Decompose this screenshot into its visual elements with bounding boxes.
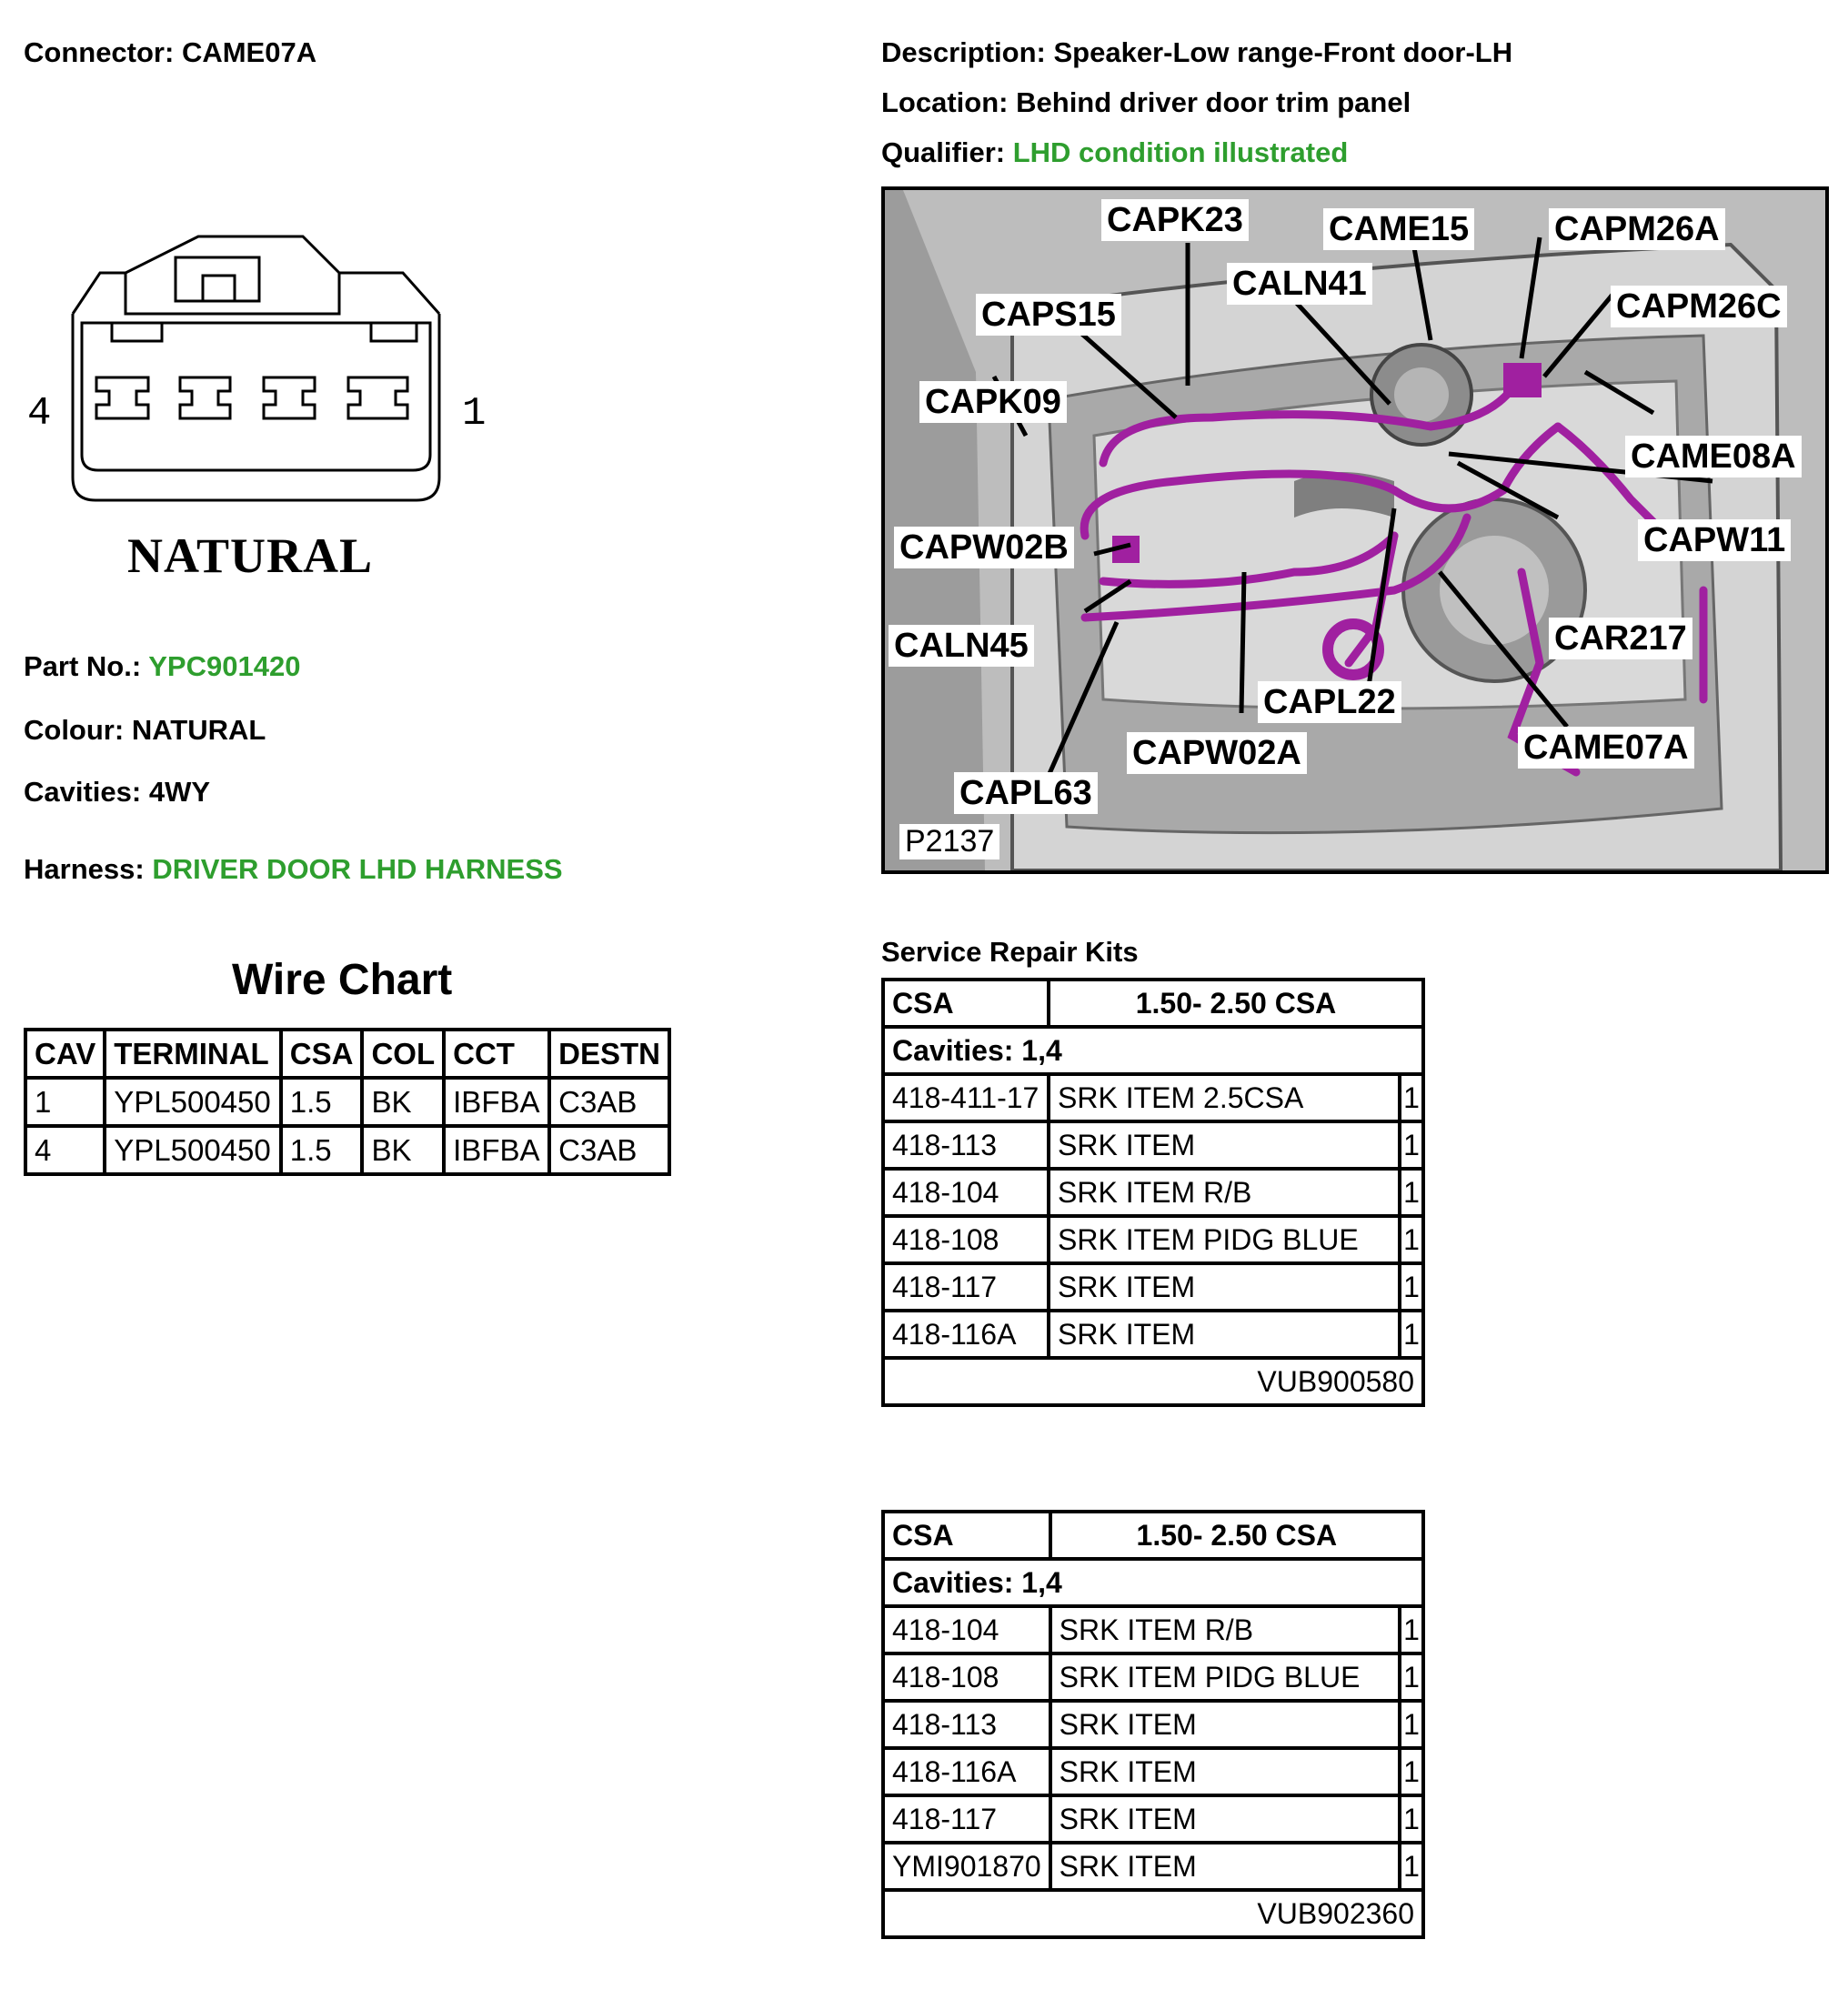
figure-number: P2137 <box>899 824 999 859</box>
callout-capw11: CAPW11 <box>1638 519 1791 561</box>
kit-item-qty: 1 <box>1400 1263 1423 1311</box>
kit-item-qty: 1 <box>1400 1606 1423 1653</box>
colour-value: NATURAL <box>131 714 266 746</box>
col-col-header: COL <box>362 1030 444 1078</box>
harness-label: Harness: <box>24 853 145 885</box>
kit-part-number: 418-104 <box>883 1606 1050 1653</box>
wire-chart-header-row <box>25 1030 669 1078</box>
kit-part-number: YMI901870 <box>883 1843 1050 1890</box>
cell-cct: IBFBA <box>444 1126 549 1174</box>
kit-code: VUB902360 <box>883 1890 1423 1937</box>
kit-item-description: SRK ITEM <box>1049 1311 1400 1358</box>
cell-csa: 1.5 <box>281 1078 363 1126</box>
callout-caps15: CAPS15 <box>976 294 1121 336</box>
qualifier-line <box>881 136 1348 169</box>
connector-id: CAME07A <box>181 36 317 68</box>
col-terminal-header: TERMINAL <box>105 1030 281 1078</box>
kit-cavities: Cavities: 1,4 <box>883 1027 1423 1074</box>
cell-cav: 1 <box>25 1078 105 1126</box>
callout-capl22: CAPL22 <box>1258 681 1401 723</box>
harness-link[interactable]: DRIVER DOOR LHD HARNESS <box>152 853 563 885</box>
kit-part-number: 418-117 <box>883 1263 1049 1311</box>
kit-csa-row <box>883 1512 1423 1559</box>
kit-item-description: SRK ITEM <box>1050 1748 1400 1795</box>
connector-colour-caption: NATURAL <box>127 528 374 583</box>
kit-item-description: SRK ITEM PIDG BLUE <box>1049 1216 1400 1263</box>
description-label: Description: <box>881 36 1046 68</box>
callout-came15: CAME15 <box>1323 208 1474 250</box>
kit-cavities-row <box>883 1027 1423 1074</box>
kit-part-number: 418-113 <box>883 1701 1050 1748</box>
cell-col: BK <box>362 1126 444 1174</box>
kit-item-qty: 1 <box>1400 1701 1423 1748</box>
col-cav-header: CAV <box>25 1030 105 1078</box>
kit-item-description: SRK ITEM <box>1050 1795 1400 1843</box>
connector-heading <box>24 36 316 69</box>
connector-outline <box>25 232 498 532</box>
location-label: Location: <box>881 86 1009 118</box>
table-row <box>883 1121 1423 1169</box>
callout-capk09: CAPK09 <box>919 381 1067 423</box>
callout-came08a: CAME08A <box>1625 436 1802 477</box>
kit-item-qty: 1 <box>1400 1121 1423 1169</box>
kit-item-qty: 1 <box>1400 1653 1423 1701</box>
kit-part-number: 418-411-17 <box>883 1074 1049 1121</box>
kit-item-qty: 1 <box>1400 1216 1423 1263</box>
cell-terminal: YPL500450 <box>105 1126 281 1174</box>
cell-col: BK <box>362 1078 444 1126</box>
callout-capm26a: CAPM26A <box>1549 208 1725 250</box>
table-row <box>883 1843 1423 1890</box>
colour-label: Colour: <box>24 714 125 746</box>
kit-item-qty: 1 <box>1400 1843 1423 1890</box>
kit-item-qty: 1 <box>1400 1795 1423 1843</box>
table-row <box>883 1216 1423 1263</box>
colour-line <box>24 714 266 747</box>
kit-part-number: 418-108 <box>883 1653 1050 1701</box>
cell-terminal: YPL500450 <box>105 1078 281 1126</box>
kit-item-qty: 1 <box>1400 1169 1423 1216</box>
kit-part-number: 418-116A <box>883 1748 1050 1795</box>
table-row <box>883 1701 1423 1748</box>
cell-cct: IBFBA <box>444 1078 549 1126</box>
table-row <box>883 1653 1423 1701</box>
cell-destn: C3AB <box>549 1126 669 1174</box>
csa-label: CSA <box>883 980 1049 1027</box>
kit-item-description: SRK ITEM PIDG BLUE <box>1050 1653 1400 1701</box>
kit-part-number: 418-113 <box>883 1121 1049 1169</box>
location-line <box>881 86 1411 119</box>
pin-4-number: 4 <box>27 391 52 437</box>
table-row <box>883 1795 1423 1843</box>
kit-csa-row <box>883 980 1423 1027</box>
csa-range: 1.50- 2.50 CSA <box>1049 980 1423 1027</box>
callout-capm26c: CAPM26C <box>1611 286 1787 327</box>
kit-item-description: SRK ITEM R/B <box>1050 1606 1400 1653</box>
repair-kits-heading: Service Repair Kits <box>881 936 1139 968</box>
callout-capl63: CAPL63 <box>954 772 1098 814</box>
kit-code-row <box>883 1890 1423 1937</box>
cell-csa: 1.5 <box>281 1126 363 1174</box>
kit-item-qty: 1 <box>1400 1074 1423 1121</box>
kit-item-description: SRK ITEM R/B <box>1049 1169 1400 1216</box>
kit-code-row <box>883 1358 1423 1405</box>
callout-car217: CAR217 <box>1549 618 1692 659</box>
repair-kit-table-1 <box>881 978 1425 1407</box>
table-row <box>883 1074 1423 1121</box>
kit-cavities: Cavities: 1,4 <box>883 1559 1423 1606</box>
csa-range: 1.50- 2.50 CSA <box>1050 1512 1423 1559</box>
callout-capw02a: CAPW02A <box>1127 732 1307 774</box>
table-row <box>883 1263 1423 1311</box>
table-row <box>25 1126 669 1174</box>
location-value: Behind driver door trim panel <box>1016 86 1411 118</box>
kit-part-number: 418-116A <box>883 1311 1049 1358</box>
qualifier-label: Qualifier: <box>881 136 1006 168</box>
kit-item-description: SRK ITEM <box>1049 1263 1400 1311</box>
cavities-value: 4WY <box>148 776 211 808</box>
kit-item-description: SRK ITEM 2.5CSA <box>1049 1074 1400 1121</box>
table-row <box>883 1748 1423 1795</box>
kit-cavities-row <box>883 1559 1423 1606</box>
kit-code: VUB900580 <box>883 1358 1423 1405</box>
table-row <box>883 1169 1423 1216</box>
kit-item-description: SRK ITEM <box>1050 1843 1400 1890</box>
cell-destn: C3AB <box>549 1078 669 1126</box>
description-value: Speaker-Low range-Front door-LH <box>1053 36 1513 68</box>
kit-part-number: 418-104 <box>883 1169 1049 1216</box>
col-csa-header: CSA <box>281 1030 363 1078</box>
kit-part-number: 418-108 <box>883 1216 1049 1263</box>
location-photo <box>881 186 1829 874</box>
csa-label: CSA <box>883 1512 1050 1559</box>
kit-item-qty: 1 <box>1400 1311 1423 1358</box>
col-cct-header: CCT <box>444 1030 549 1078</box>
harness-line <box>24 853 563 886</box>
wire-chart-table <box>24 1028 671 1176</box>
kit-part-number: 418-117 <box>883 1795 1050 1843</box>
repair-kit-table-2 <box>881 1510 1425 1939</box>
cavities-line <box>24 776 210 809</box>
callout-capk23: CAPK23 <box>1101 199 1249 241</box>
pin-1-number: 1 <box>462 391 487 437</box>
table-row <box>883 1311 1423 1358</box>
connector-label: Connector: <box>24 36 175 68</box>
col-destn-header: DESTN <box>549 1030 669 1078</box>
table-row <box>25 1078 669 1126</box>
kit-item-description: SRK ITEM <box>1049 1121 1400 1169</box>
callout-came07a: CAME07A <box>1518 727 1694 769</box>
callout-caln45: CALN45 <box>889 625 1034 667</box>
kit-item-qty: 1 <box>1400 1748 1423 1795</box>
qualifier-value: LHD condition illustrated <box>1012 136 1349 168</box>
part-number-link[interactable]: YPC901420 <box>148 650 301 682</box>
callout-caln41: CALN41 <box>1227 263 1372 305</box>
cavities-label: Cavities: <box>24 776 142 808</box>
description-line <box>881 36 1512 69</box>
kit-item-description: SRK ITEM <box>1050 1701 1400 1748</box>
part-number-line <box>24 650 300 683</box>
wire-chart-title: Wire Chart <box>232 956 453 1004</box>
part-number-label: Part No.: <box>24 650 142 682</box>
cell-cav: 4 <box>25 1126 105 1174</box>
callout-capw02b: CAPW02B <box>894 527 1074 568</box>
table-row <box>883 1606 1423 1653</box>
